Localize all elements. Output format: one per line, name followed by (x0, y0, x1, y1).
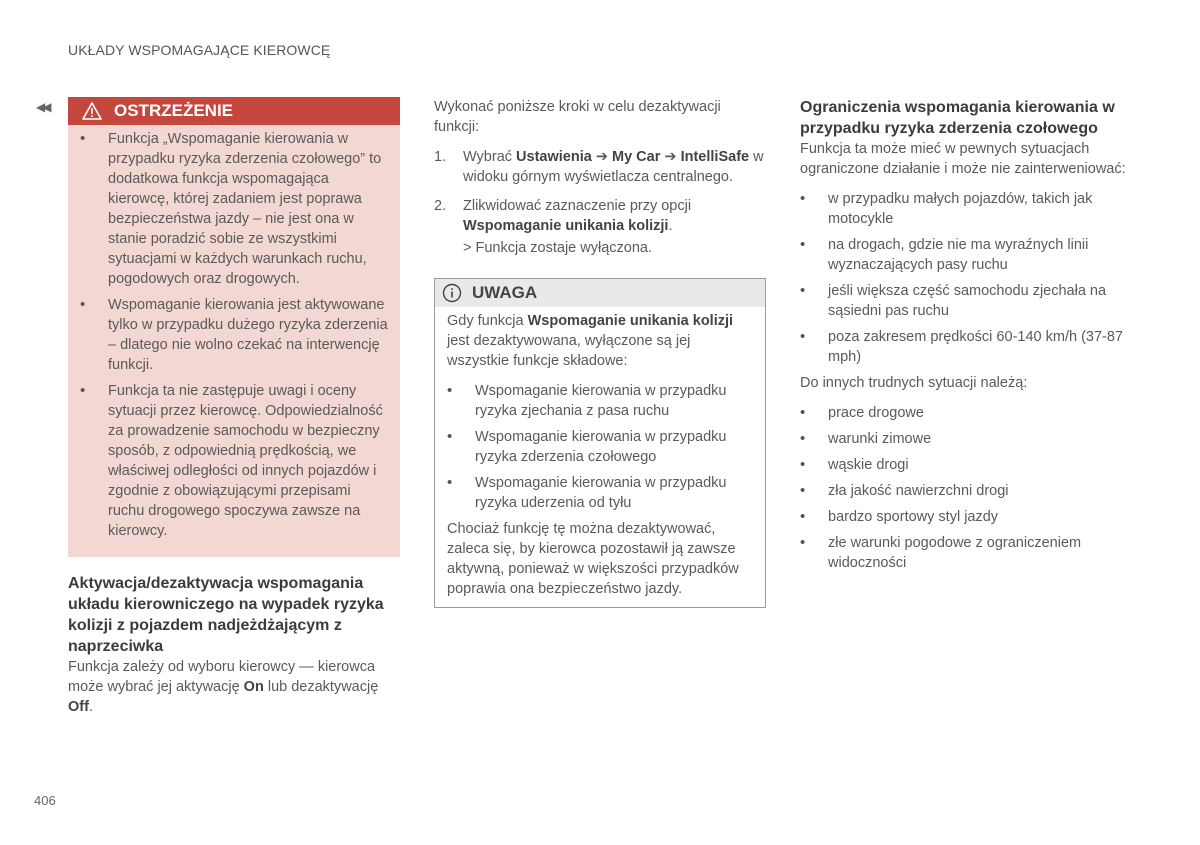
list-item: • Wspomaganie kierowania w przypadku ryzyka zjechania z pasa ruchu (447, 381, 753, 421)
warning-box (68, 97, 400, 557)
list-item: • prace drogowe (800, 403, 1130, 423)
arrow-right-icon: ➔ (664, 149, 677, 165)
warning-list (80, 129, 388, 541)
list-item: • złe warunki pogodowe z ograniczeniem widoczności (800, 533, 1130, 573)
page-number: 406 (34, 793, 56, 808)
arrow-right-icon: ➔ (595, 149, 608, 165)
list-item: • bardzo sportowy styl jazdy (800, 507, 1130, 527)
column-left (68, 97, 400, 717)
activation-text: Funkcja zależy od wyboru kierowcy — kierowca może wybrać jej aktywację On lub dezaktywację Off. (68, 659, 379, 715)
menu-path-intellisafe: IntelliSafe (680, 149, 750, 165)
double-chevron-left-icon[interactable]: ◀◀ (36, 100, 49, 114)
limits-heading: Ograniczenia wspomagania kierowania w przypadku ryzyka zderzenia czołowego (800, 99, 1115, 137)
menu-path-mycar: My Car (612, 149, 661, 165)
list-item: • poza zakresem prędkości 60-140 km/h (37-87 mph) (800, 327, 1130, 367)
step-result: > Funkcja zostaje wyłączona. (463, 240, 652, 256)
note-paragraph-1: Gdy funkcja Wspomaganie unikania kolizji jest dezaktywowana, wyłączone są jej wszystkie funkcje składowe: (447, 313, 734, 369)
list-item: • Funkcja „Wspomaganie kierowania w przypadku ryzyka zderzenia czołowego” to dodatkowa funkcja wspomagająca kierowcę, której zadaniem jest poprawa bezpieczeństwa jazdy – nie jest ona w stanie poradzić sobie ze wszystkimi sytuacjami w każdych warunkach ruchu, pogodowych oraz drogowych. (80, 129, 388, 289)
list-item: • Funkcja ta nie zastępuje uwagi i oceny sytuacji przez kierowcę. Odpowiedzialność za prowadzenie samochodu w bezpieczny sposób, z odpowiednią prędkością, we właściwej odległości od innych pojazdów i zgodnie z obowiązującymi przepisami ruchu drogowego spoczywa zawsze na kierowcy. (80, 381, 388, 541)
on-label: On (243, 679, 264, 695)
note-box (434, 278, 766, 608)
steps-list (434, 147, 766, 258)
warning-header (68, 97, 400, 125)
off-label: Off (68, 699, 89, 715)
limits-intro: Funkcja ta może mieć w pewnych sytuacjach ograniczone działanie i może nie zainterweniować: (800, 141, 1126, 177)
list-item: • w przypadku małych pojazdów, takich jak motocykle (800, 189, 1130, 229)
option-name: Wspomaganie unikania kolizji (463, 218, 669, 234)
info-circle-icon (442, 283, 462, 303)
deactivation-intro: Wykonać poniższe kroki w celu dezaktywacji funkcji: (434, 99, 721, 135)
other-list (800, 403, 1130, 573)
step-1: 1. Wybrać Ustawienia ➔ My Car ➔ IntelliSafe w widoku górnym wyświetlacza centralnego. (434, 149, 764, 185)
list-item: • Wspomaganie kierowania w przypadku ryzyka zderzenia czołowego (447, 427, 753, 467)
note-title: UWAGA (472, 283, 538, 302)
section-header: UKŁADY WSPOMAGAJĄCE KIEROWCĘ (68, 42, 331, 58)
other-intro: Do innych trudnych sytuacji należą: (800, 375, 1028, 391)
list-item: • jeśli większa część samochodu zjechała na sąsiedni pas ruchu (800, 281, 1130, 321)
list-item: • Wspomaganie kierowania w przypadku ryzyka uderzenia od tyłu (447, 473, 753, 513)
list-item: • Wspomaganie kierowania jest aktywowane tylko w przypadku dużego ryzyka zderzenia – dlatego nie wolno czekać na interwencję funkcji. (80, 295, 388, 375)
limits-list (800, 189, 1130, 367)
list-item: • warunki zimowe (800, 429, 1130, 449)
note-list (447, 381, 753, 513)
column-right (800, 97, 1130, 579)
warning-title: OSTRZEŻENIE (114, 101, 234, 120)
activation-heading: Aktywacja/dezaktywacja wspomagania układu kierowniczego na wypadek ryzyka kolizji z pojazdem nadjeżdżającym z naprzeciwka (68, 575, 384, 655)
note-header (435, 279, 765, 307)
menu-path-settings: Ustawienia (516, 149, 592, 165)
list-item: • zła jakość nawierzchni drogi (800, 481, 1130, 501)
step-2: 2. Zlikwidować zaznaczenie przy opcji Wspomaganie unikania kolizji. > Funkcja zostaje wyłączona. (434, 196, 766, 258)
list-item: • na drogach, gdzie nie ma wyraźnych linii wyznaczających pasy ruchu (800, 235, 1130, 275)
column-middle (434, 97, 766, 608)
note-paragraph-2: Chociaż funkcję tę można dezaktywować, zaleca się, by kierowca pozostawił ją zawsze aktywną, ponieważ w większości przypadków poprawia ona bezpieczeństwo jazdy. (447, 521, 739, 597)
warning-triangle-icon (82, 101, 102, 121)
list-item: • wąskie drogi (800, 455, 1130, 475)
